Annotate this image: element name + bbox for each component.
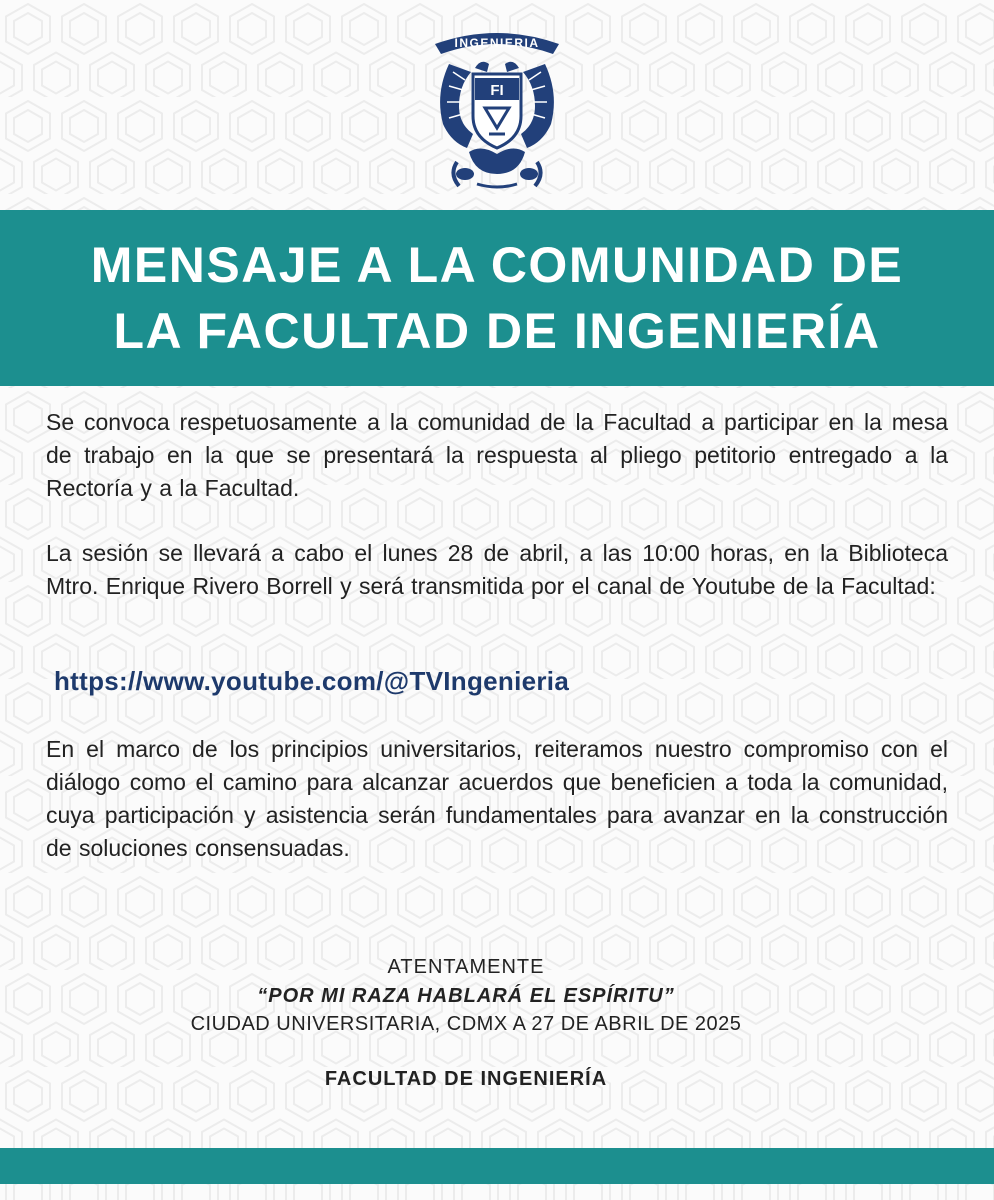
commitment-paragraph: En el marco de los principios universitarios, reiteramos nuestro compromiso con el diálogo como el camino para alcanzar acuerdos que beneficien a toda la comunidad, cuya participación y asistencia serán fundamentales para avanzar en la construcción de soluciones consensuadas. [46,736,948,861]
crest-emblem: FI [490,82,504,99]
session-details-paragraph: La sesión se llevará a cabo el lunes 28 de abril, a las 10:00 horas, en la Biblioteca Mtro. Enrique Rivero Borrell y será transmitida por el canal de Youtube de la Facultad: [46,540,948,599]
crest-label: INGENIERIA [454,36,540,50]
faculty-crest-logo [429,24,565,194]
university-motto: “POR MI RAZA HABLARÁ EL ESPÍRITU” [257,985,675,1007]
youtube-channel-link[interactable]: https://www.youtube.com/@TVIngenieria [54,666,570,696]
signature: FACULTAD DE INGENIERÍA [324,1068,608,1090]
closing-text: ATENTAMENTE [387,956,545,978]
title-banner [0,210,994,386]
title-line-2: LA FACULTAD DE INGENIERÍA [113,303,881,359]
place-and-date: CIUDAD UNIVERSITARIA, CDMX A 27 DE ABRIL DE 2025 [190,1013,742,1035]
footer-bar [0,1148,994,1184]
title-line-1: MENSAJE A LA COMUNIDAD DE [90,237,904,293]
invitation-paragraph: Se convoca respetuosamente a la comunidad de la Facultad a participar en la mesa de trabajo en la que se presentará la respuesta al pliego petitorio entregado a la Rectoría y a la Facultad. [46,409,948,501]
